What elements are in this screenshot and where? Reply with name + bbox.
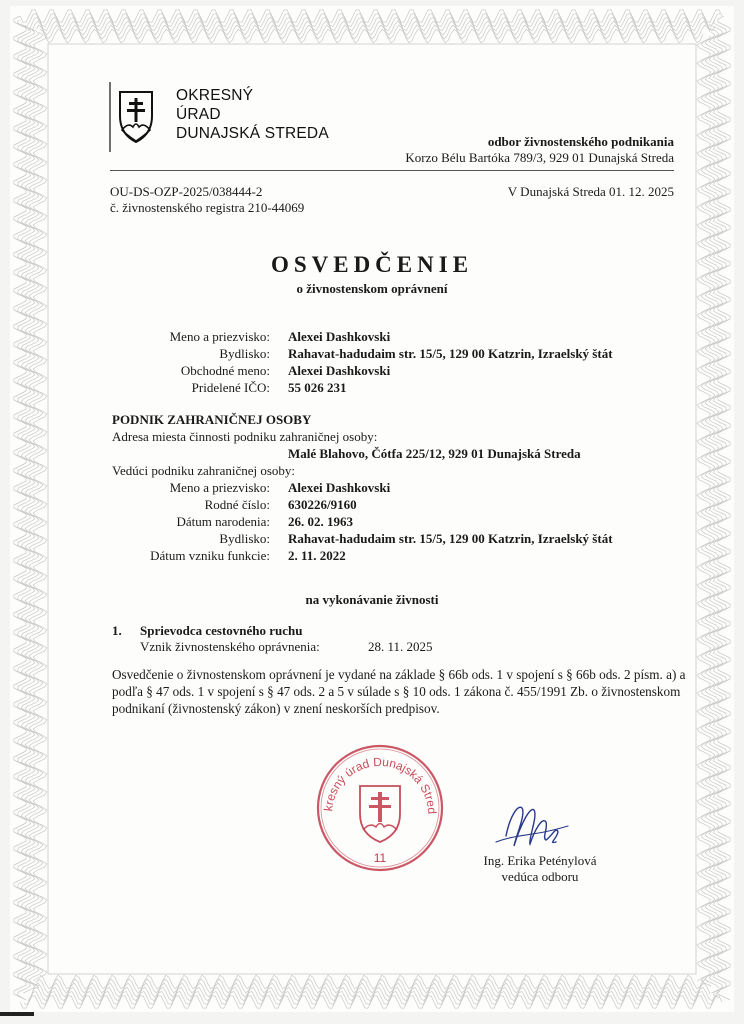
document-subtitle: o živnostenskom oprávnení bbox=[296, 281, 448, 296]
place-date: V Dunajská Streda 01. 12. 2025 bbox=[507, 184, 674, 199]
ico-label: Pridelené IČO: bbox=[191, 380, 270, 395]
scan-edge-mark bbox=[0, 1012, 34, 1016]
signatory-position: vedúca odboru bbox=[501, 869, 579, 884]
function-start-label: Dátum vzniku funkcie: bbox=[150, 548, 270, 563]
ico-value: 55 026 231 bbox=[288, 380, 347, 395]
office-name-line-2: ÚRAD bbox=[176, 106, 221, 123]
slovak-coat-of-arms-icon bbox=[108, 82, 158, 152]
birth-date-label: Dátum narodenia: bbox=[176, 514, 270, 529]
legal-paragraph: Osvedčenie o živnostenskom oprávnení je vydané na základe § 66b ods. 1 v spojení s § 66b ods. 2 písm. a) a podľa § 47 ods. 1 v spojení s § 47 ods. 2 a 5 v súlade s § 10 ods. 1 zákona č. 455/1991 Zb. o živnostenskom podnikaní (živnostenský zákon) v znení neskorších predpisov. bbox=[112, 667, 686, 716]
holder-name: Alexei Dashkovski bbox=[288, 329, 391, 344]
department-name: odbor živnostenského podnikania bbox=[487, 134, 674, 149]
office-name bbox=[176, 86, 329, 143]
certificate-page bbox=[10, 6, 734, 1012]
birth-number: 630226/9160 bbox=[288, 497, 357, 512]
office-name-line-1: OKRESNÝ bbox=[176, 87, 254, 104]
stamp-crest-icon bbox=[360, 786, 400, 842]
stamp-number: 11 bbox=[373, 851, 387, 865]
holder-residence: Rahavat-hadudaim str. 15/5, 129 00 Katzrin, Izraelský štát bbox=[288, 346, 613, 361]
enterprise-heading: PODNIK ZAHRANIČNEJ OSOBY bbox=[112, 412, 312, 427]
signatory-block bbox=[470, 853, 610, 885]
trade-heading: na vykonávanie živnosti bbox=[305, 592, 439, 607]
trade-origin-label: Vznik živnostenského oprávnenia: bbox=[140, 639, 320, 654]
enterprise-address: Malé Blahovo, Čótfa 225/12, 929 01 Dunajská Streda bbox=[288, 446, 581, 461]
manager-residence: Rahavat-hadudaim str. 15/5, 129 00 Katzrin, Izraelský štát bbox=[288, 531, 613, 546]
holder-name-label: Meno a priezvisko: bbox=[169, 329, 270, 344]
registry-number: č. živnostenského registra 210-44069 bbox=[110, 200, 305, 215]
signatory-name: Ing. Erika Peténylová bbox=[483, 853, 597, 868]
reference-block bbox=[110, 184, 304, 216]
manager-label: Vedúci podniku zahraničnej osoby: bbox=[112, 463, 296, 478]
department-block bbox=[405, 134, 674, 166]
official-stamp bbox=[310, 736, 450, 876]
stamp-text: kresný úrad Dunajská Stred bbox=[321, 754, 440, 815]
reference-number: OU-DS-OZP-2025/038444-2 bbox=[110, 184, 263, 199]
handwritten-signature-icon bbox=[486, 796, 576, 856]
birth-number-label: Rodné číslo: bbox=[204, 497, 270, 512]
document-content bbox=[10, 6, 734, 1012]
birth-date: 26. 02. 1963 bbox=[288, 514, 353, 529]
trade-name-label: Obchodné meno: bbox=[180, 363, 270, 378]
function-start: 2. 11. 2022 bbox=[288, 548, 346, 563]
trade-number: 1. bbox=[112, 623, 122, 638]
trade-name: Alexei Dashkovski bbox=[288, 363, 391, 378]
holder-residence-label: Bydlisko: bbox=[219, 346, 270, 361]
enterprise-address-label: Adresa miesta činnosti podniku zahraničnej osoby: bbox=[112, 429, 378, 444]
manager-residence-label: Bydlisko: bbox=[219, 531, 270, 546]
manager-name-label: Meno a priezvisko: bbox=[169, 480, 270, 495]
trade-origin-date: 28. 11. 2025 bbox=[368, 639, 433, 654]
office-name-line-3: DUNAJSKÁ STREDA bbox=[176, 125, 329, 142]
document-title: OSVEDČENIE bbox=[270, 252, 474, 277]
trade-name-item: Sprievodca cestovného ruchu bbox=[140, 623, 303, 638]
manager-name: Alexei Dashkovski bbox=[288, 480, 391, 495]
svg-text:Okresný úrad Dunajská Streda bbox=[310, 736, 439, 814]
department-address: Korzo Bélu Bartóka 789/3, 929 01 Dunajská Streda bbox=[405, 150, 674, 165]
header-divider bbox=[110, 170, 674, 171]
